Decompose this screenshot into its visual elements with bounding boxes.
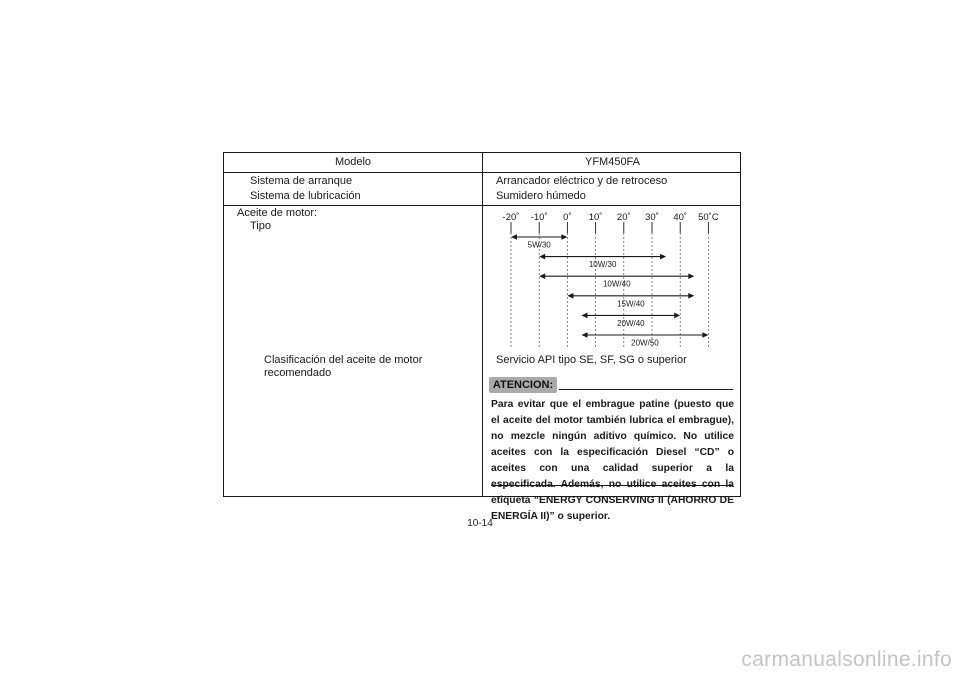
- oil-grade-label: 20W/50: [631, 338, 659, 348]
- oil-grade-label: 20W/40: [617, 318, 645, 328]
- watermark: carmanualsonline.info: [741, 648, 952, 671]
- oil-range-arrow-left: [567, 293, 573, 299]
- attention-bottom-rule: [491, 485, 733, 486]
- temperature-tick-label: 30˚: [645, 212, 659, 223]
- oil-viscosity-chart: [482, 208, 722, 355]
- page-number: 10-14: [467, 518, 493, 529]
- oil-grade-label: 5W/30: [527, 240, 551, 250]
- header-model-value: YFM450FA: [584, 156, 641, 168]
- oil-grade-label: 10W/40: [602, 279, 631, 289]
- oil-classification-label-cont: recomendado: [264, 367, 332, 379]
- oil-range-arrow-right: [702, 332, 708, 338]
- attention-badge: ATENCION:: [489, 377, 557, 393]
- oil-range-arrow-left: [582, 332, 588, 338]
- oil-type-label: Tipo: [250, 220, 271, 232]
- oil-classification-value: Servicio API tipo SE, SF, SG o superior: [496, 354, 687, 366]
- engine-oil-label: Aceite de motor:: [237, 207, 318, 219]
- oil-classification-label: Clasificación del aceite de motor: [264, 354, 423, 366]
- starting-system-label: Sistema de arranque: [250, 175, 353, 187]
- viscosity-chart-svg: [482, 208, 722, 350]
- temperature-tick-label: -20˚: [502, 212, 520, 223]
- oil-range-arrow-right: [688, 273, 694, 279]
- oil-range-arrow-left: [511, 234, 517, 240]
- oil-range-arrow-right: [674, 313, 680, 319]
- oil-range-arrow-left: [539, 273, 545, 279]
- oil-grade-label: 10W/30: [588, 260, 617, 270]
- temperature-tick-label: 10˚: [588, 212, 603, 223]
- temperature-tick-label: 40˚: [673, 212, 688, 223]
- oil-range-arrow-left: [539, 254, 545, 260]
- temperature-tick-label: -10˚: [530, 212, 548, 223]
- temperature-tick-label: 20˚: [616, 212, 631, 223]
- lubrication-system-value: Sumidero húmedo: [496, 190, 586, 202]
- oil-grade-label: 15W/40: [617, 299, 645, 309]
- temperature-tick-label: 50˚C: [698, 212, 719, 223]
- oil-range-arrow-right: [660, 254, 666, 260]
- oil-range-arrow-left: [582, 313, 588, 319]
- oil-range-arrow-right: [688, 293, 694, 299]
- lubrication-system-label: Sistema de lubricación: [250, 190, 361, 202]
- temperature-tick-label: 0˚: [563, 212, 572, 223]
- oil-range-arrow-right: [561, 234, 567, 240]
- attention-rule: [559, 389, 733, 390]
- attention-text: Para evitar que el embrague patine (puesto que el aceite del motor también lubrica el embrague), no mezcle ningún aditivo químico. No utilice aceites con la especificación Diesel “CD” o aceites con una calidad superior a la especificada. Además, no utilice aceites con la etiqueta “ENERGY CONSERVING II (AHORRO DE ENERGÍA II)” o superior.: [491, 399, 734, 522]
- header-model-label: Modelo: [334, 156, 372, 168]
- starting-system-value: Arrancador eléctrico y de retroceso: [496, 175, 668, 187]
